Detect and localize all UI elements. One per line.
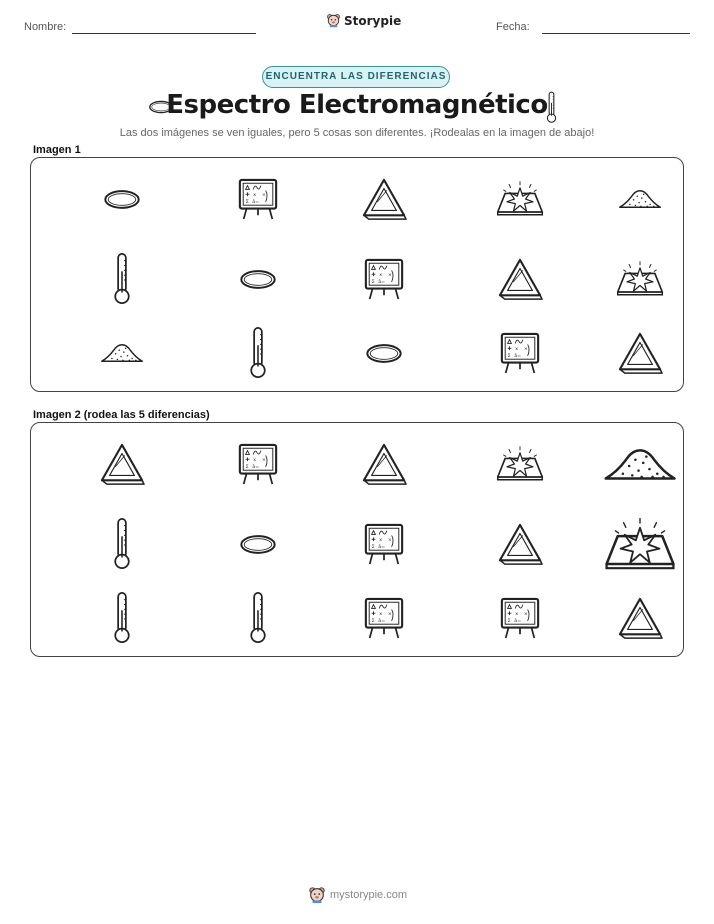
- image2-label: Imagen 2 (rodea las 5 diferencias): [33, 409, 210, 421]
- date-label: Fecha:: [496, 21, 530, 33]
- prism-icon[interactable]: [361, 442, 407, 486]
- footer-url: mystorypie.com: [330, 889, 408, 901]
- image1-label: Imagen 1: [33, 144, 81, 156]
- burst-plate-icon[interactable]: [494, 445, 546, 483]
- date-field[interactable]: [542, 33, 690, 34]
- chalkboard-icon[interactable]: [363, 522, 405, 566]
- thermometer-icon[interactable]: [112, 591, 132, 645]
- ring-icon: [101, 187, 143, 212]
- ring-icon[interactable]: [237, 532, 279, 557]
- sand-pile-icon: [617, 187, 663, 211]
- prism-icon[interactable]: [497, 522, 543, 566]
- activity-badge: ENCUENTRA LAS DIFERENCIAS: [262, 66, 450, 88]
- prism-icon[interactable]: [617, 596, 663, 640]
- burst-plate-icon[interactable]: [601, 516, 679, 573]
- page-title: Espectro Electromagnético: [166, 90, 548, 120]
- thermometer-icon[interactable]: [112, 517, 132, 571]
- chalkboard-icon[interactable]: [237, 442, 279, 486]
- thermometer-icon: [248, 326, 268, 380]
- chalkboard-icon[interactable]: [363, 596, 405, 640]
- image2-panel[interactable]: [30, 422, 684, 657]
- ring-icon: [363, 341, 405, 366]
- name-label: Nombre:: [24, 21, 67, 33]
- name-field[interactable]: [72, 33, 256, 34]
- footer: [308, 886, 407, 904]
- burst-plate-icon: [614, 260, 666, 298]
- instructions: Las dos imágenes se ven iguales, pero 5 cosas son diferentes. ¡Rodealas en la imagen de abajo!: [119, 127, 595, 139]
- chalkboard-icon[interactable]: [499, 596, 541, 640]
- thermometer-icon: [112, 252, 132, 306]
- ring-icon: [237, 267, 279, 292]
- sand-pile-icon[interactable]: [601, 444, 679, 485]
- chalkboard-icon: [363, 257, 405, 301]
- prism-icon: [617, 331, 663, 375]
- chalkboard-icon: [237, 177, 279, 221]
- prism-icon: [361, 177, 407, 221]
- prism-icon: [497, 257, 543, 301]
- chalkboard-icon: [499, 331, 541, 375]
- thermometer-icon: [545, 91, 558, 124]
- prism-icon[interactable]: [99, 442, 145, 486]
- sand-pile-icon: [99, 341, 145, 365]
- mascot-icon: [308, 886, 326, 904]
- image1-panel: [30, 157, 684, 392]
- brand-name: Storypie: [344, 13, 402, 28]
- mascot-icon: [326, 13, 341, 28]
- burst-plate-icon: [494, 180, 546, 218]
- thermometer-icon[interactable]: [248, 591, 268, 645]
- brand-logo: [326, 13, 401, 28]
